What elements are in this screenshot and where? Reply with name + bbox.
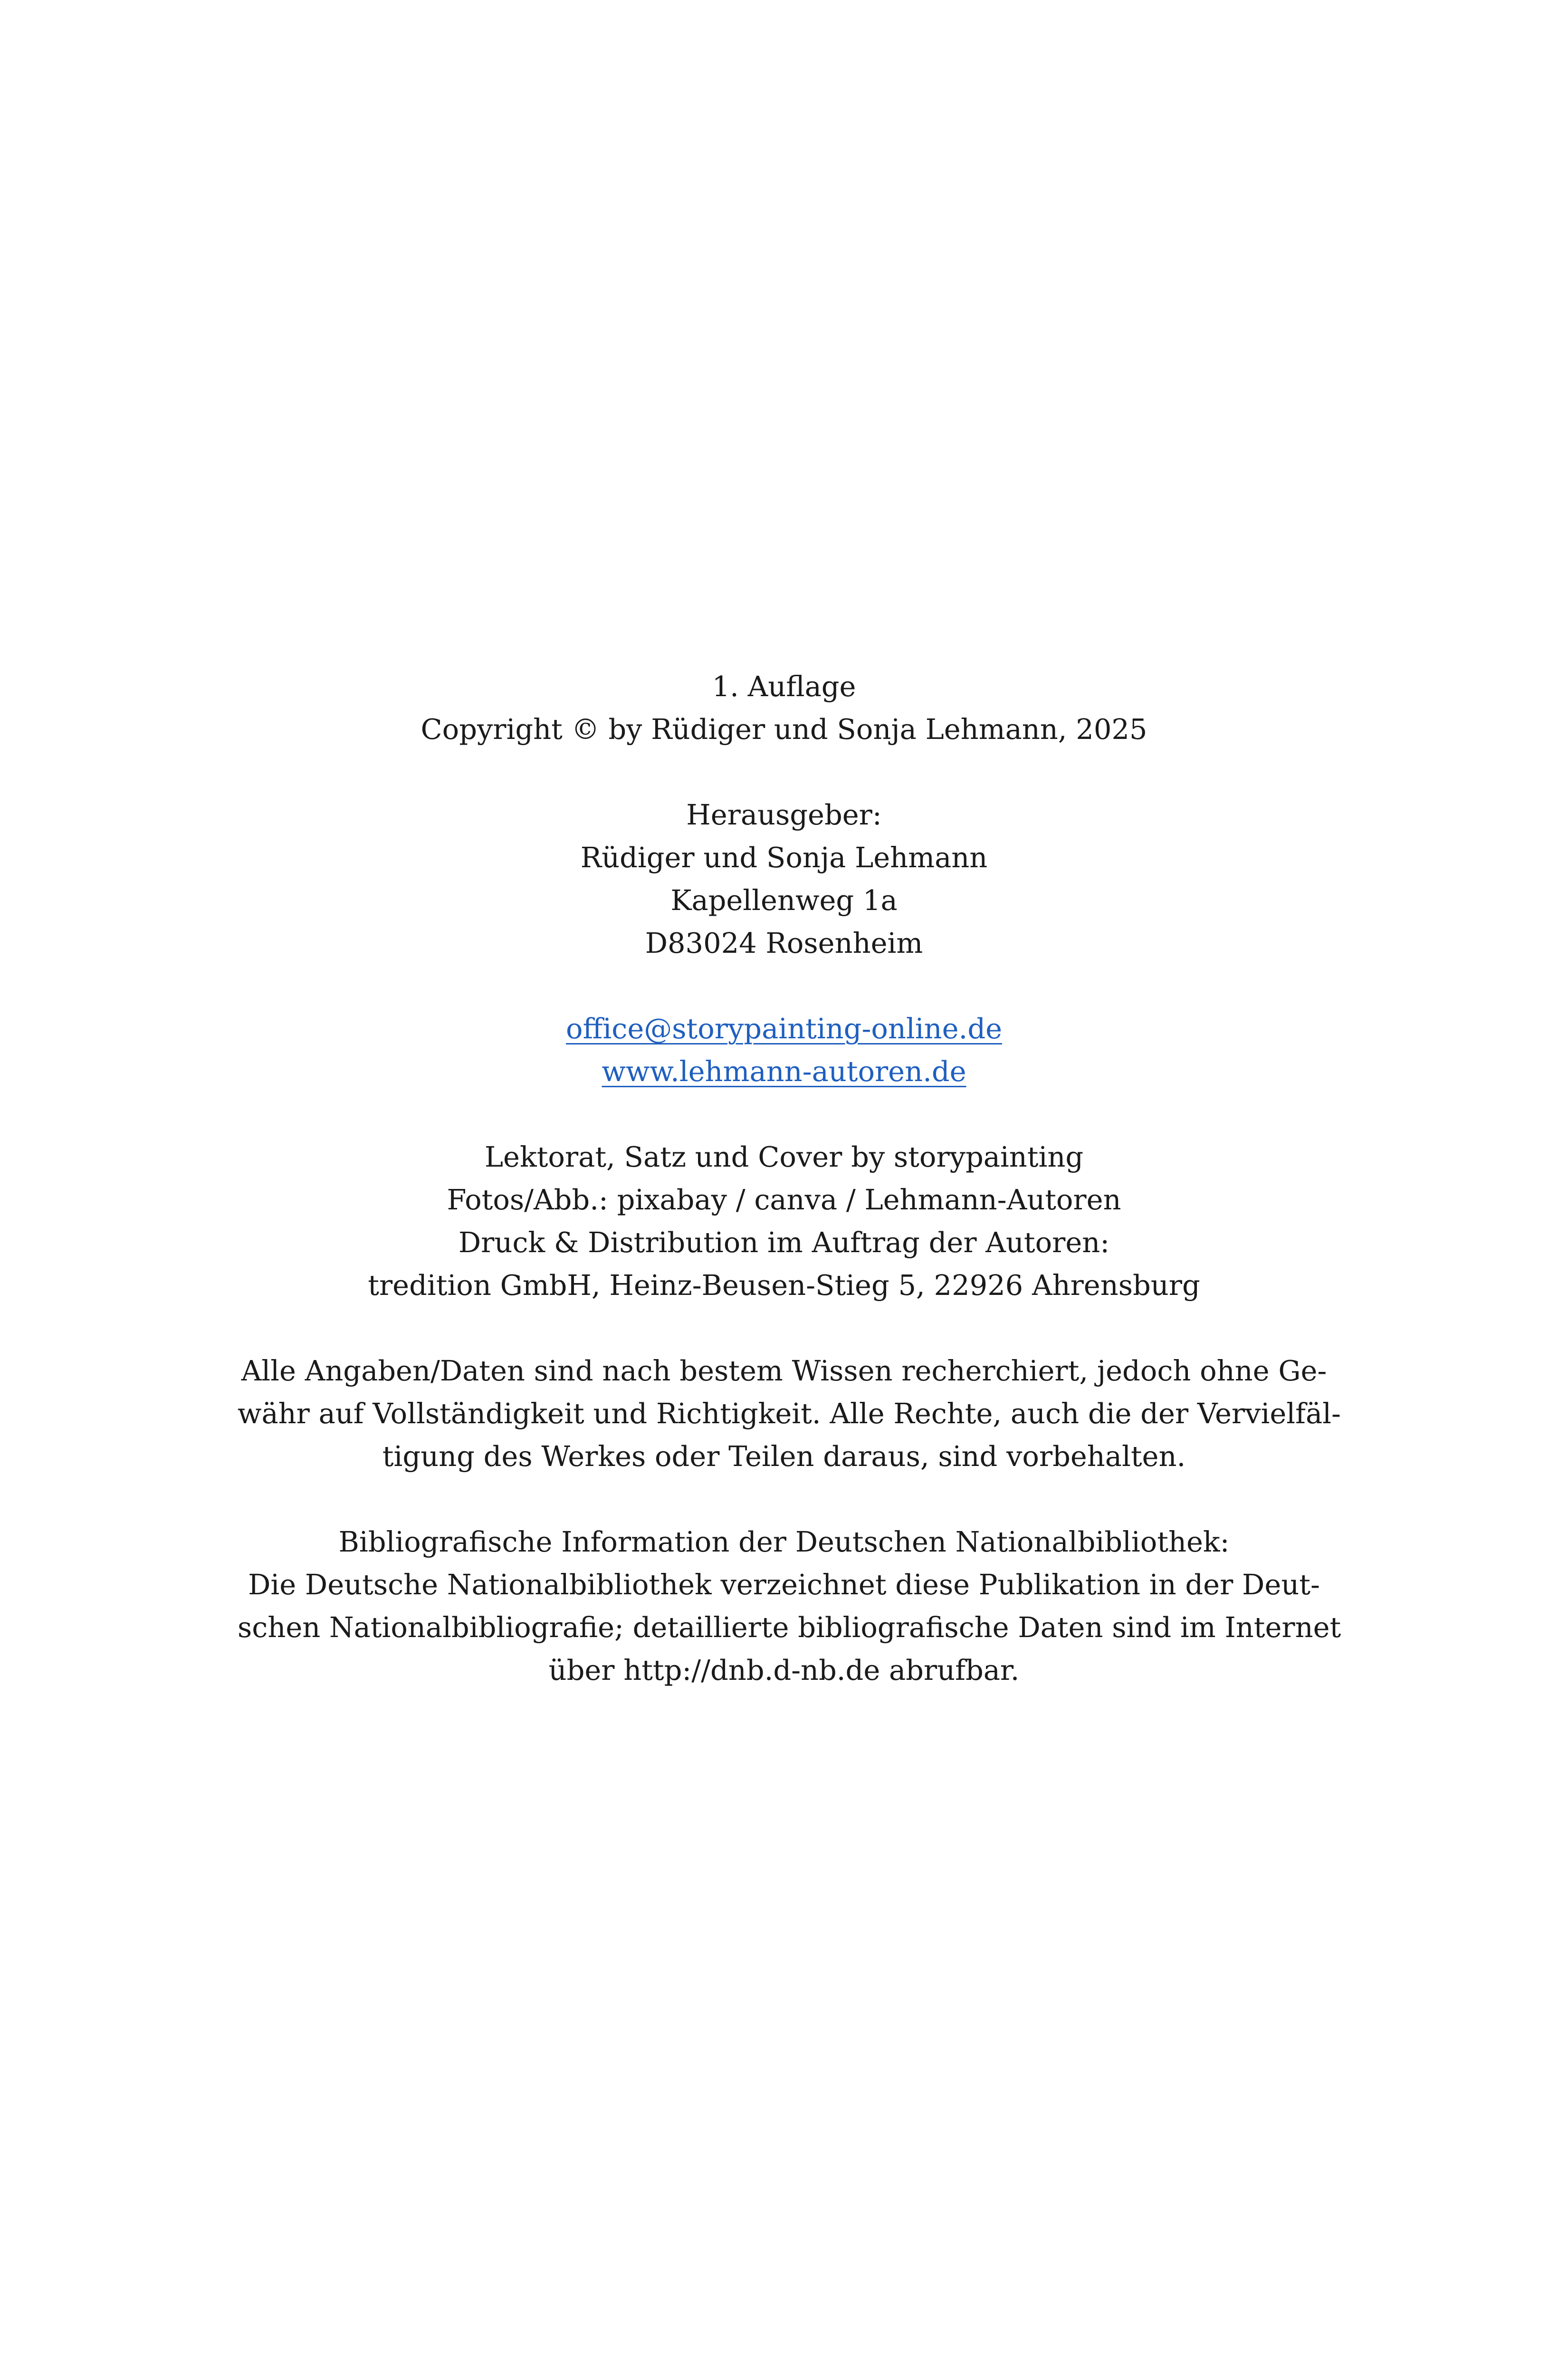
bibliography-line: Die Deutsche Nationalbibliothek verzeichnet diese Publikation in der Deut- [248,1568,1320,1601]
disclaimer-block [238,1350,1341,1478]
production-line: Fotos/Abb.: pixabay / canva / Lehmann-Autoren [447,1183,1121,1216]
edition-label: 1. Auflage [712,670,856,703]
bibliography-line: Bibliografische Information der Deutschen Nationalbibliothek: [338,1525,1230,1558]
production-line: Lektorat, Satz und Cover by storypainting [484,1140,1084,1173]
disclaimer-line: Alle Angaben/Daten sind nach bestem Wissen recherchiert, jedoch ohne Ge- [241,1354,1327,1387]
bibliography-line: über http://dnb.d-nb.de abrufbar. [548,1654,1020,1686]
publisher-name: Rüdiger und Sonja Lehmann [580,841,988,874]
copyright-line: Copyright © by Rüdiger und Sonja Lehmann, 2025 [421,713,1147,746]
edition-block [238,665,1330,751]
website-link[interactable]: www.lehmann-autoren.de [602,1055,966,1088]
bibliography-line: schen Nationalbibliografie; detaillierte bibliografische Daten sind im Internet [238,1611,1341,1644]
publisher-city: D83024 Rosenheim [645,927,923,959]
production-line: Druck & Distribution im Auftrag der Autoren: [458,1226,1110,1259]
disclaimer-line: währ auf Vollständigkeit und Richtigkeit. Alle Rechte, auch die der Vervielfäl- [238,1397,1341,1430]
email-line [238,1007,1330,1050]
publisher-label: Herausgeber: [686,798,882,831]
email-link[interactable]: office@storypainting-online.de [565,1012,1002,1045]
publisher-street: Kapellenweg 1a [670,884,898,917]
imprint-page [238,665,1341,1734]
production-line: tredition GmbH, Heinz-Beusen-Stieg 5, 22926 Ahrensburg [368,1269,1200,1302]
contact-block [238,1007,1330,1093]
website-line [238,1050,1330,1093]
publisher-block [238,794,1330,965]
production-block [238,1136,1330,1307]
bibliography-block [238,1521,1341,1692]
disclaimer-line: tigung des Werkes oder Teilen daraus, sind vorbehalten. [382,1440,1186,1473]
